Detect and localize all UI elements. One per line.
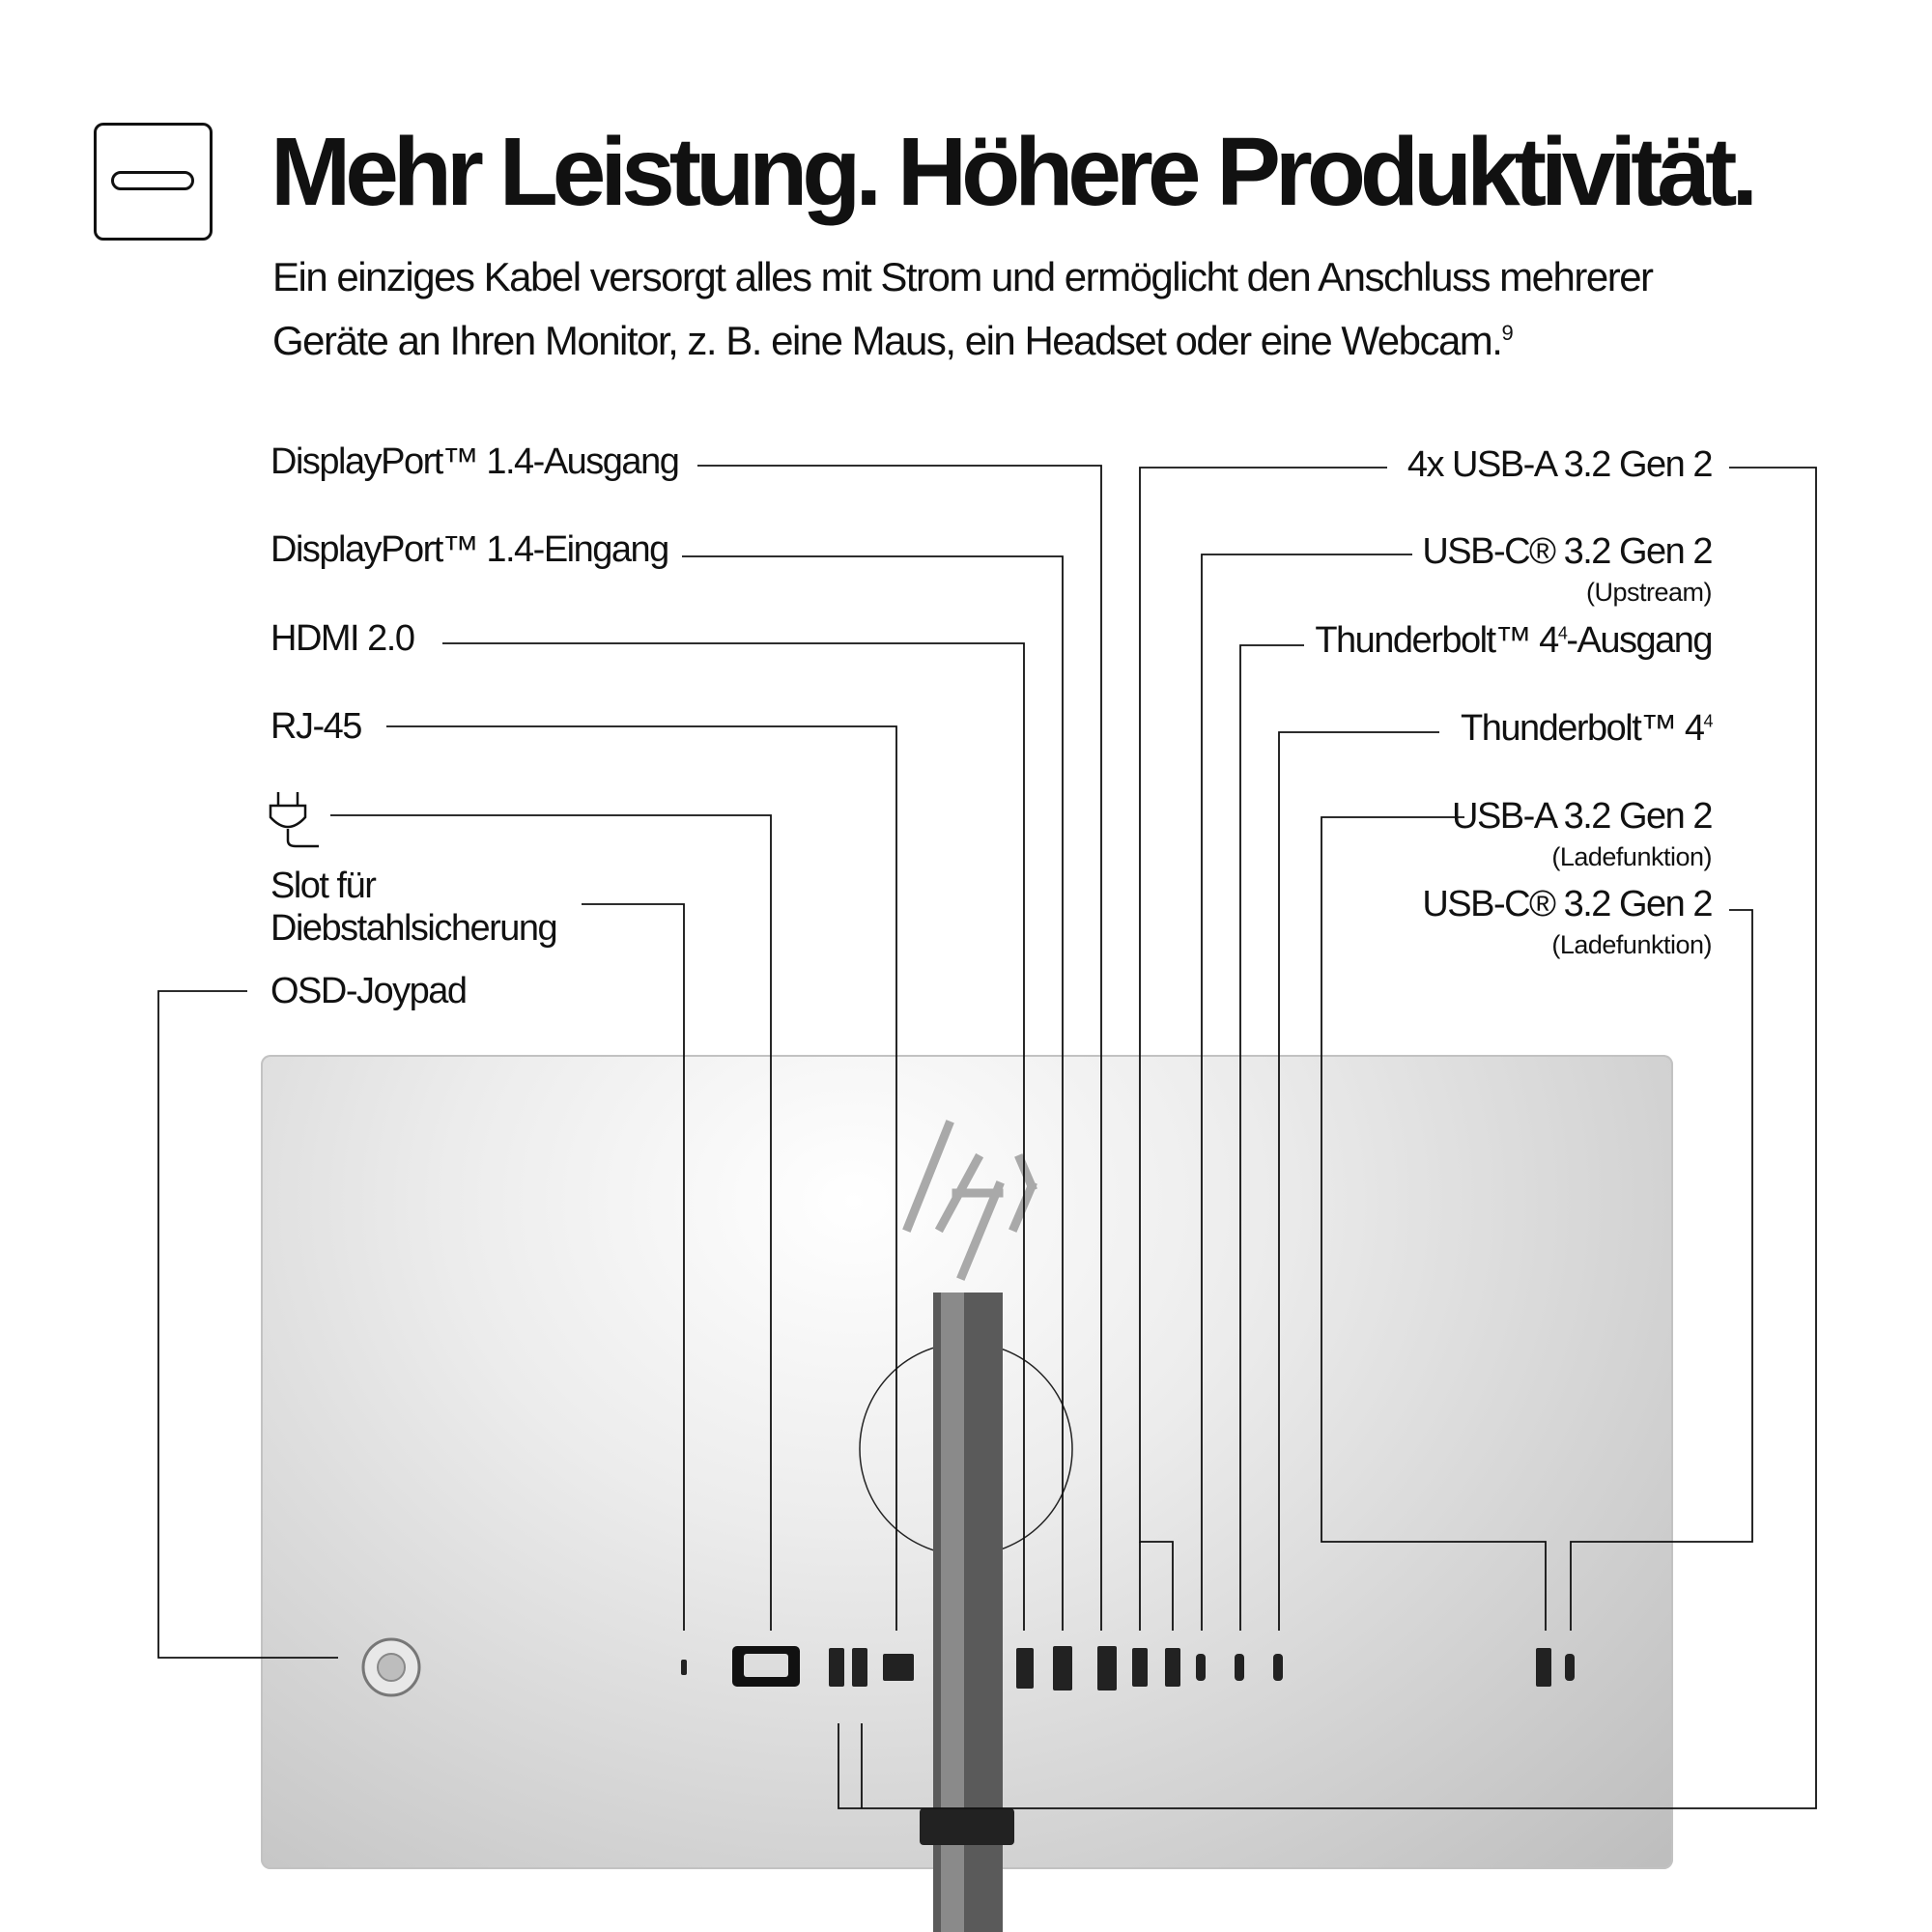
label-osd: OSD-Joypad: [270, 971, 467, 1011]
tb-out-port: [1235, 1654, 1244, 1681]
label-displayport-in: DisplayPort™ 1.4-Eingang: [270, 529, 668, 570]
label-lock-line2: Diebstahlsicherung: [270, 907, 557, 949]
label-tb-out-sup: 4: [1557, 623, 1567, 643]
cable-clip: [920, 1808, 1014, 1845]
dp-in-port: [1053, 1646, 1072, 1690]
note-usba-charge: (Ladefunktion): [1551, 842, 1712, 871]
note-upstream: (Upstream): [1585, 578, 1712, 607]
label-rj45: RJ-45: [270, 706, 361, 747]
power-plug-icon: [270, 792, 319, 846]
label-usba-4x: 4x USB-A 3.2 Gen 2: [1406, 444, 1712, 485]
usb-a-port: [1132, 1648, 1148, 1687]
usb-a-charge-port: [1536, 1648, 1551, 1687]
note-usbc-charge: (Ladefunktion): [1551, 930, 1712, 959]
label-usbc-charge: USB-C® 3.2 Gen 2: [1422, 884, 1712, 924]
hdmi-port: [1016, 1648, 1034, 1689]
hp-logo: [908, 1125, 1032, 1275]
page-title: Mehr Leistung. Höhere Produktivität.: [270, 118, 1753, 226]
usb-a-port: [852, 1648, 867, 1687]
usb-a-port: [1165, 1648, 1180, 1687]
label-hdmi: HDMI 2.0: [270, 618, 414, 659]
usb-c-upstream-port: [1196, 1654, 1206, 1681]
rj45-port: [883, 1654, 914, 1681]
label-tb-out-text: Thunderbolt™ 4: [1315, 620, 1558, 661]
dp-out-port: [1097, 1646, 1117, 1690]
usb-a-port: [829, 1648, 844, 1687]
label-tb-text: Thunderbolt™ 4: [1460, 708, 1704, 749]
lock-slot: [681, 1660, 687, 1675]
label-usba-charge: USB-A 3.2 Gen 2: [1452, 796, 1712, 837]
label-tb-out: [1315, 620, 1712, 663]
label-tb-out-suffix: -Ausgang: [1566, 620, 1712, 661]
tb-port: [1273, 1654, 1283, 1681]
subtitle-line-2: Geräte an Ihren Monitor, z. B. eine Maus, ein Headset oder eine Webcam.: [272, 318, 1502, 363]
label-tb-sup: 4: [1703, 711, 1712, 731]
subtitle-footnote: 9: [1501, 321, 1513, 345]
label-displayport-out: DisplayPort™ 1.4-Ausgang: [270, 441, 679, 482]
label-usbc-upstream: USB-C® 3.2 Gen 2: [1422, 531, 1712, 572]
label-lock-slot: [270, 866, 556, 950]
label-tb: [1461, 708, 1712, 751]
label-lock-line1: Slot für: [270, 866, 376, 906]
usb-c-charge-port: [1565, 1654, 1575, 1681]
subtitle-line-1: Ein einziges Kabel versorgt alles mit Strom und ermöglicht den Anschluss mehrerer: [272, 254, 1653, 299]
